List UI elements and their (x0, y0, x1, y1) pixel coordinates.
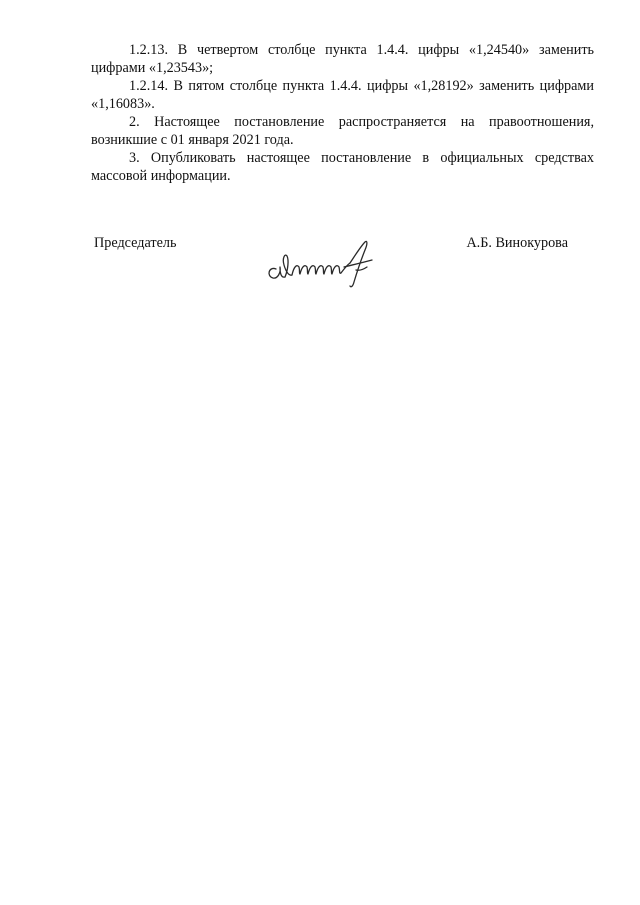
signatory-name: А.Б. Винокурова (466, 235, 568, 251)
paragraph-2: 2. Настоящее постановление распространяется на правоотношения, возникшие с 01 января 2021 года. (91, 114, 594, 148)
signatory-role: Председатель (94, 235, 177, 251)
paragraph-3: 3. Опубликовать настоящее постановление в официальных средствах массовой информации. (91, 150, 594, 184)
paragraph-1-2-13: 1.2.13. В четвертом столбце пункта 1.4.4. цифры «1,24540» заменить цифрами «1,23543»; (91, 42, 594, 76)
document-body (91, 41, 594, 185)
handwritten-signature (264, 236, 388, 292)
signature-block (94, 234, 574, 294)
paragraph-1-2-14: 1.2.14. В пятом столбце пункта 1.4.4. цифры «1,28192» заменить цифрами «1,16083». (91, 78, 594, 112)
